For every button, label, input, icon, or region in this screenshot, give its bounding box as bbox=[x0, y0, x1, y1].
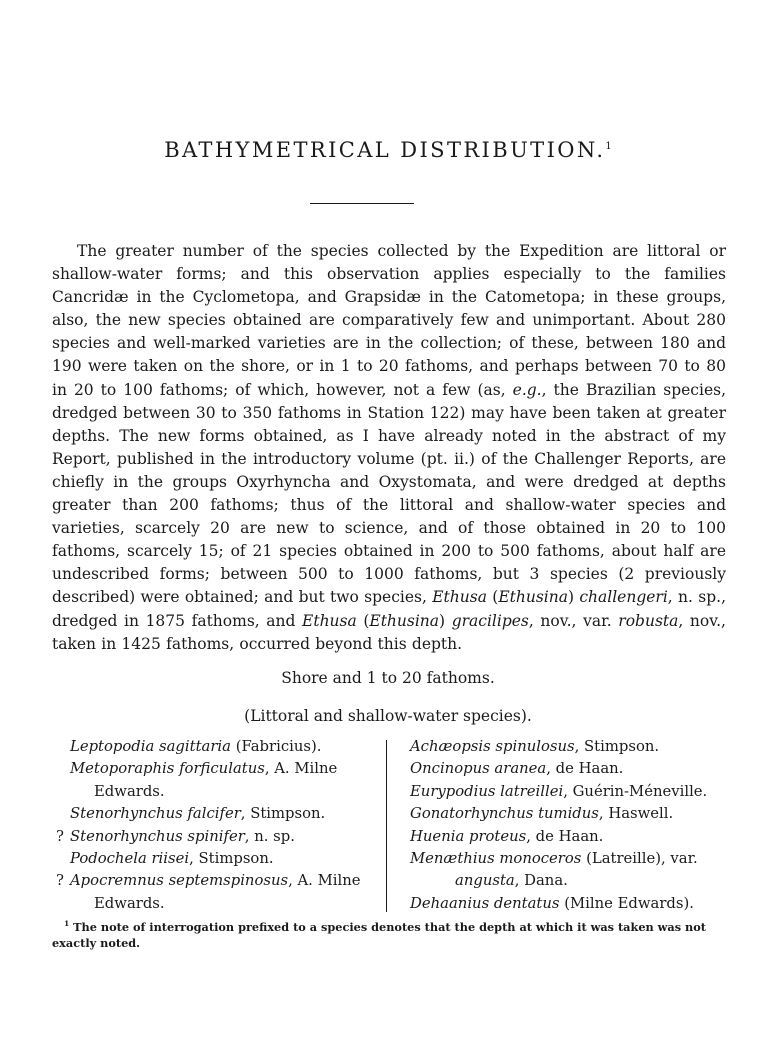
species-list-left bbox=[54, 736, 372, 915]
section-heading: Shore and 1 to 20 fathoms. bbox=[281, 669, 495, 687]
species-entry: Leptopodia sagittaria (Fabricius). bbox=[70, 738, 322, 755]
page-title: BATHYMETRICAL DISTRIBUTION.$^1$ bbox=[164, 138, 612, 162]
column-divider bbox=[386, 740, 387, 912]
species-entry: Achæopsis spinulosus, Stimpson. bbox=[410, 738, 660, 755]
species-entry: Oncinopus aranea, de Haan. bbox=[410, 760, 624, 778]
footnote: $^1$ The note of interrogation prefixed to a species denotes that the depth at which it was taken was not exactly noted. bbox=[52, 919, 706, 950]
species-list-right bbox=[410, 736, 740, 915]
footnote-reference: 1 bbox=[605, 141, 612, 152]
species-entry: ? Apocremnus septemspinosus, A. Milne Edwards. bbox=[56, 872, 361, 912]
species-entry: Menæthius monoceros (Latreille), var. angusta, Dana. bbox=[410, 850, 698, 890]
species-entry: Dehaanius dentatus (Milne Edwards). bbox=[410, 894, 694, 912]
intro-paragraph: The greater number of the species collected by the Expedition are littoral or shallow-water forms; and this observation applies especially to the families Cancridæ in the Cyclometopa, and Grapsidæ in the Catometopa; in these groups, also, the new species obtained are comparatively few and unimportant. About 280 species and well-marked varieties are in the collection; of these, between 180 and 190 were taken on the shore, or in 1 to 20 fathoms, and perhaps between 70 to 80 in 20 to 100 fathoms; of which, however, not a few (as, e.g., the Brazilian species, dredged between 30 to 350 fathoms in Station 122) may have been taken at greater depths. The new forms obtained, as I have already noted in the abstract of my Report, published in the introductory volume (pt. ii.) of the Challenger Reports, are chiefly in the groups Oxyrhyncha and Oxystomata, and were dredged at depths greater than 200 fathoms; thus of the littoral and shallow-water species and varieties, scarcely 20 are new to science, and of those obtained in 20 to 100 fathoms, scarcely 15; of 21 species obtained in 200 to 500 fathoms, about half are undescribed forms; between 500 to 1000 fathoms, but 3 species (2 previously described) were obtained; and but two species, Ethusa (Ethusina) challengeri, n. sp., dredged in 1875 fathoms, and Ethusa (Ethusina) gracilipes, nov., var. robusta, nov., taken in 1425 fathoms, occurred beyond this depth. bbox=[52, 242, 726, 653]
section-subheading: (Littoral and shallow-water species). bbox=[244, 707, 532, 725]
species-entry: ? Stenorhynchus spinifer, n. sp. bbox=[56, 827, 295, 845]
species-entry: Stenorhynchus falcifer, Stimpson. bbox=[70, 805, 326, 823]
species-entry: Podochela riisei, Stimpson. bbox=[70, 850, 274, 868]
species-entry: Huenia proteus, de Haan. bbox=[410, 827, 604, 845]
species-entry: Eurypodius latreillei, Guérin-Méneville. bbox=[410, 782, 708, 800]
species-entry: Metoporaphis forficulatus, A. Milne Edwards. bbox=[70, 760, 338, 800]
species-entry: Gonatorhynchus tumidus, Haswell. bbox=[410, 805, 674, 823]
title-divider bbox=[310, 203, 414, 204]
